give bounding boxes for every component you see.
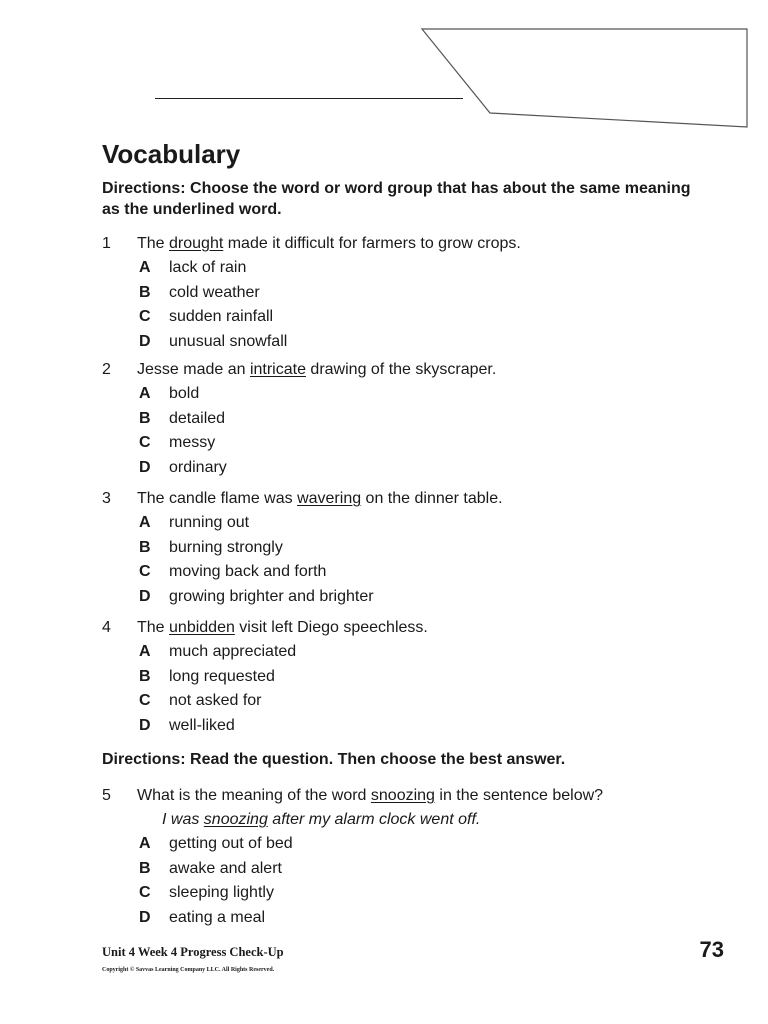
- choice-text: running out: [169, 514, 250, 531]
- question-stem: [102, 616, 722, 640]
- page-title: Vocabulary: [102, 139, 241, 169]
- example-text-before: I was: [162, 811, 204, 828]
- answer-choice-b[interactable]: [102, 281, 722, 306]
- answer-choice-a[interactable]: [102, 511, 722, 536]
- choice-text: messy: [169, 434, 216, 452]
- question-number: 4: [102, 619, 111, 636]
- underlined-word: drought: [169, 235, 224, 252]
- question-3: [102, 487, 722, 609]
- question-stem: [102, 487, 722, 511]
- choice-text: growing brighter and brighter: [169, 587, 374, 605]
- question-text: [137, 487, 503, 511]
- answer-choice-b[interactable]: [102, 857, 722, 882]
- question-stem: [102, 784, 722, 808]
- underlined-word: intricate: [249, 361, 306, 378]
- choice-letter: D: [139, 332, 151, 350]
- choice-text: well-liked: [169, 716, 235, 734]
- choice-letter: D: [139, 458, 151, 476]
- answer-choice-b[interactable]: [102, 407, 722, 432]
- answer-choice-c[interactable]: [102, 881, 722, 906]
- choice-text: bold: [169, 385, 200, 402]
- choice-letter: C: [139, 308, 151, 326]
- question-text: [137, 616, 428, 640]
- question-number: 3: [102, 490, 111, 507]
- choice-letter: B: [139, 283, 151, 301]
- directions-read-question: Directions: Read the question. Then choose the best answer.: [102, 751, 566, 768]
- footer-unit-title: Unit 4 Week 4 Progress Check-Up: [102, 945, 284, 959]
- copyright-notice: Copyright © Savvas Learning Company LLC. All Rights Reserved.: [102, 967, 275, 973]
- choice-letter: B: [139, 859, 151, 877]
- choice-letter: B: [139, 538, 151, 556]
- choice-letter: B: [139, 409, 151, 427]
- choice-text: ordinary: [169, 458, 227, 476]
- answer-choice-d[interactable]: [102, 585, 722, 610]
- question-stem: [102, 358, 722, 382]
- choice-text: awake and alert: [169, 859, 282, 877]
- answer-choice-a[interactable]: [102, 256, 722, 281]
- answer-choice-c[interactable]: [102, 431, 722, 456]
- answer-choice-d[interactable]: [102, 714, 722, 739]
- choice-letter: B: [139, 667, 151, 685]
- stem-text-after: in the sentence below?: [434, 787, 604, 804]
- answer-choice-c[interactable]: [102, 305, 722, 330]
- choice-text: not asked for: [169, 692, 262, 710]
- answer-choice-a[interactable]: [102, 832, 722, 857]
- answer-choice-d[interactable]: [102, 456, 722, 481]
- underlined-word: wavering: [297, 490, 362, 507]
- choice-text: unusual snowfall: [169, 332, 288, 350]
- answer-choice-c[interactable]: [102, 560, 722, 585]
- question-5: [102, 784, 722, 930]
- stem-text-before: The: [137, 235, 170, 252]
- answer-choice-d[interactable]: [102, 906, 722, 931]
- stem-text-after: made it difficult for farmers to grow crops.: [223, 235, 521, 252]
- choice-text: sleeping lightly: [169, 884, 274, 902]
- name-line: [155, 98, 463, 99]
- question-1: [102, 232, 722, 354]
- choice-letter: A: [139, 385, 151, 402]
- choice-text: detailed: [169, 409, 226, 427]
- example-sentence: [102, 808, 722, 832]
- choice-letter: D: [139, 908, 151, 926]
- choice-text: getting out of bed: [169, 835, 293, 852]
- directions-choose-word: Directions: Choose the word or word group that has about the same meaning as the underlined word.: [102, 180, 691, 218]
- stem-text-before: Jesse made an: [137, 361, 250, 378]
- choice-letter: D: [139, 716, 151, 734]
- underlined-word: unbidden: [169, 619, 235, 636]
- question-text: [137, 232, 521, 256]
- question-4: [102, 616, 722, 738]
- choice-text: lack of rain: [169, 259, 247, 276]
- question-number: 2: [102, 361, 111, 378]
- answer-choice-c[interactable]: [102, 689, 722, 714]
- question-2: [102, 358, 722, 480]
- choice-letter: C: [139, 434, 151, 452]
- choice-text: burning strongly: [169, 538, 283, 556]
- choice-letter: C: [139, 692, 151, 710]
- example-underlined-word: snoozing: [203, 811, 268, 828]
- answer-choice-a[interactable]: [102, 640, 722, 665]
- answer-choice-b[interactable]: [102, 536, 722, 561]
- stem-text-before: The: [137, 619, 170, 636]
- stem-text-before: What is the meaning of the word: [137, 787, 371, 804]
- answer-choice-b[interactable]: [102, 665, 722, 690]
- choice-letter: A: [139, 835, 151, 852]
- choice-letter: C: [139, 563, 151, 581]
- question-stem: [102, 232, 722, 256]
- page-number: 73: [699, 937, 724, 962]
- underlined-word: snoozing: [370, 787, 435, 804]
- choice-letter: A: [139, 259, 151, 276]
- question-text: [137, 358, 496, 382]
- stem-text-before: The candle flame was: [137, 490, 298, 507]
- choice-text: long requested: [169, 667, 275, 685]
- stem-text-after: on the dinner table.: [361, 490, 503, 507]
- choice-text: much appreciated: [169, 643, 297, 660]
- answer-choice-d[interactable]: [102, 330, 722, 355]
- score-box: [420, 28, 750, 130]
- stem-text-after: visit left Diego speechless.: [234, 619, 428, 636]
- choice-letter: A: [139, 643, 151, 660]
- stem-text-after: drawing of the skyscraper.: [305, 361, 497, 378]
- answer-choice-a[interactable]: [102, 382, 722, 407]
- question-text: [137, 784, 603, 808]
- choice-letter: D: [139, 587, 151, 605]
- choice-text: eating a meal: [169, 908, 266, 926]
- choice-text: sudden rainfall: [169, 308, 274, 326]
- example-text-after: after my alarm clock went off.: [267, 811, 481, 828]
- choice-letter: A: [139, 514, 151, 531]
- choice-text: moving back and forth: [169, 563, 327, 581]
- choice-letter: C: [139, 884, 151, 902]
- choice-text: cold weather: [169, 283, 260, 301]
- question-number: 5: [102, 787, 111, 804]
- question-number: 1: [102, 235, 111, 252]
